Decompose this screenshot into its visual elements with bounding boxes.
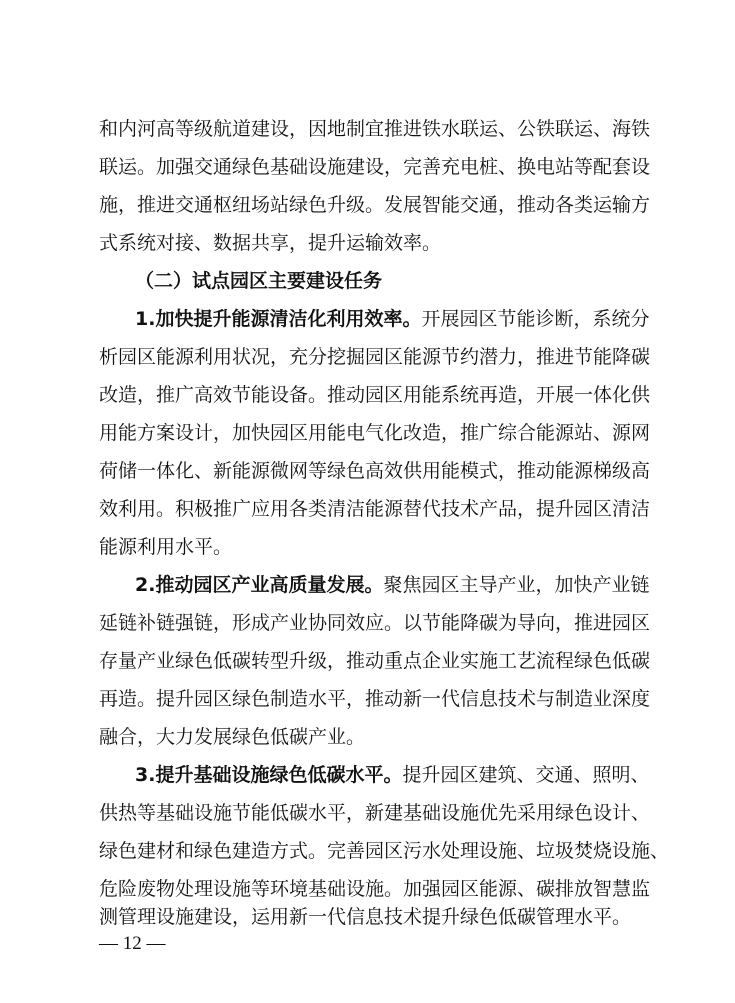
- text-line: 析园区能源利用状况，充分挖掘园区能源节约潜力，推进节能降碳: [99, 346, 651, 368]
- item-3-first-line-text: 提升园区建筑、交通、照明、: [402, 764, 650, 786]
- text-line: 再造。提升园区绿色制造水平，推动新一代信息技术与制造业深度: [99, 688, 651, 710]
- item-1-first-line: [135, 307, 650, 331]
- section-heading: （二）试点园区主要建设任务: [135, 270, 383, 292]
- text-line: 能源利用水平。: [99, 536, 233, 558]
- text-line: 和内河高等级航道建设，因地制宜推进铁水联运、公铁联运、海铁: [99, 118, 651, 140]
- item-1-first-line-text: 开展园区节能诊断，系统分: [421, 308, 650, 330]
- text-line: 荷储一体化、新能源微网等绿色高效供用能模式，推动能源梯级高: [99, 460, 651, 482]
- text-line: 施，推进交通枢纽场站绿色升级。发展智能交通，推动各类运输方: [99, 194, 651, 216]
- text-line: 效利用。积极推广应用各类清洁能源替代技术产品，提升园区清洁: [99, 498, 651, 520]
- item-3-heading: 3.提升基础设施绿色低碳水平。: [135, 764, 403, 786]
- item-1-heading: 1.加快提升能源清洁化利用效率。: [135, 308, 422, 330]
- text-line: 融合，大力发展绿色低碳产业。: [99, 726, 366, 748]
- text-line: 测管理设施建设，运用新一代信息技术提升绿色低碳管理水平。: [99, 906, 632, 928]
- text-line: 改造，推广高效节能设备。推动园区用能系统再造，开展一体化供: [99, 384, 651, 406]
- text-line: 危险废物处理设施等环境基础设施。加强园区能源、碳排放智慧监: [99, 878, 651, 900]
- item-2-first-line-text: 聚焦园区主导产业，加快产业链: [383, 574, 650, 596]
- item-2-first-line: [135, 573, 650, 597]
- text-line: 供热等基础设施节能低碳水平，新建基础设施优先采用绿色设计、: [99, 802, 651, 824]
- text-line: 延链补链强链，形成产业协同效应。以节能降碳为导向，推进园区: [99, 612, 651, 634]
- item-2-heading: 2.推动园区产业高质量发展。: [135, 574, 384, 596]
- text-line: 式系统对接、数据共享，提升运输效率。: [99, 232, 442, 254]
- text-line: 联运。加强交通绿色基础设施建设，完善充电桩、换电站等配套设: [99, 156, 651, 178]
- text-line: 存量产业绿色低碳转型升级，推动重点企业实施工艺流程绿色低碳: [99, 650, 651, 672]
- page-number: — 12 —: [99, 933, 166, 954]
- item-3-first-line: [135, 763, 650, 787]
- text-line: 绿色建材和绿色建造方式。完善园区污水处理设施、垃圾焚烧设施、: [99, 840, 670, 862]
- text-line: 用能方案设计，加快园区用能电气化改造，推广综合能源站、源网: [99, 422, 651, 444]
